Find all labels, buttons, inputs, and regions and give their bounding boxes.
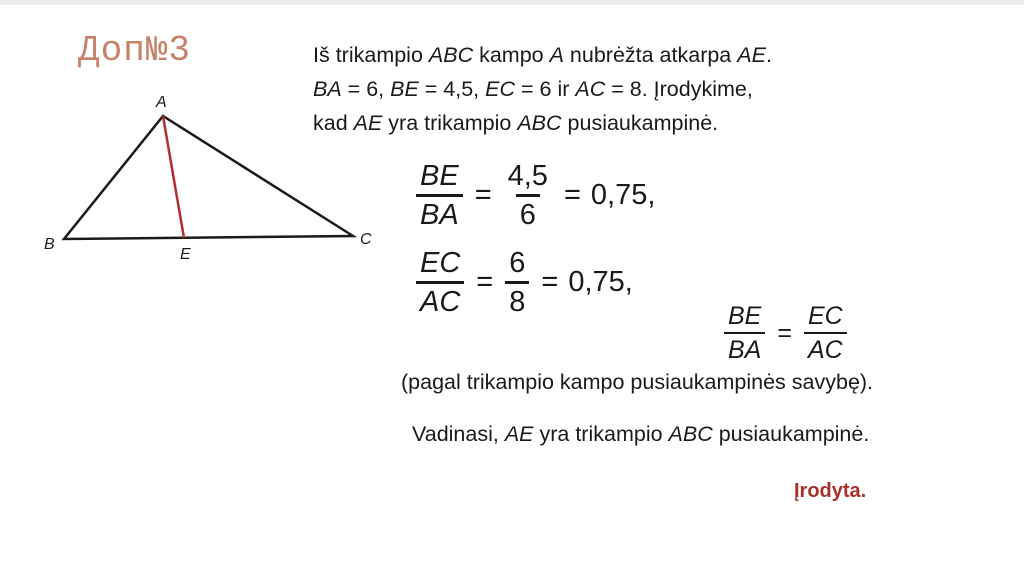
- equals-sign: =: [777, 318, 792, 347]
- vertex-c-label: C: [360, 231, 372, 248]
- equation-be-ba: [412, 160, 655, 231]
- point-e-label: E: [180, 246, 191, 263]
- vertex-a-label: A: [156, 94, 167, 111]
- equation-ec-ac: [412, 247, 633, 318]
- slide-title: Доп№3: [78, 30, 192, 71]
- equals-sign: =: [563, 179, 581, 211]
- equation-result: 0,75,: [568, 266, 633, 298]
- fraction-4-5-over-6: $\frac{4,5}{6}$: [507, 160, 548, 231]
- fraction-be-ba: $\frac{BE}{BA}$: [724, 302, 765, 364]
- problem-line-3: kad AE yra trikampio ABC pusiaukampinė.: [313, 111, 719, 135]
- conclusion: Vadinasi, AE yra trikampio ABC pusiaukampinė.: [412, 422, 870, 446]
- bisector-ae: [163, 116, 184, 238]
- proved-label: Įrodyta.: [794, 480, 867, 502]
- triangle-figure: [30, 88, 390, 278]
- property-note: (pagal trikampio kampo pusiaukampinės savybę).: [401, 370, 874, 394]
- top-border: [0, 0, 1024, 5]
- fraction-6-over-8: $\frac{6}{8}$: [505, 247, 529, 318]
- equation-ratio-equality: [720, 302, 851, 364]
- equals-sign: =: [474, 179, 492, 211]
- problem-line-1: Iš trikampio ABC kampo A nubrėžta atkarpa AE.: [313, 43, 772, 67]
- triangle-abc: [64, 116, 353, 239]
- problem-line-2: BA = 6, BE = 4,5, EC = 6 ir AC = 8. Įrodykime,: [313, 77, 753, 101]
- equals-sign: =: [541, 266, 559, 298]
- fraction-be-ba: $\frac{BE}{BA}$: [416, 160, 463, 231]
- fraction-ec-ac: $\frac{EC}{AC}$: [416, 247, 464, 318]
- vertex-b-label: B: [44, 236, 55, 253]
- problem-statement: [313, 38, 913, 140]
- equation-result: 0,75,: [590, 179, 656, 211]
- fraction-ec-ac: $\frac{EC}{AC}$: [804, 302, 847, 364]
- equals-sign: =: [476, 266, 494, 298]
